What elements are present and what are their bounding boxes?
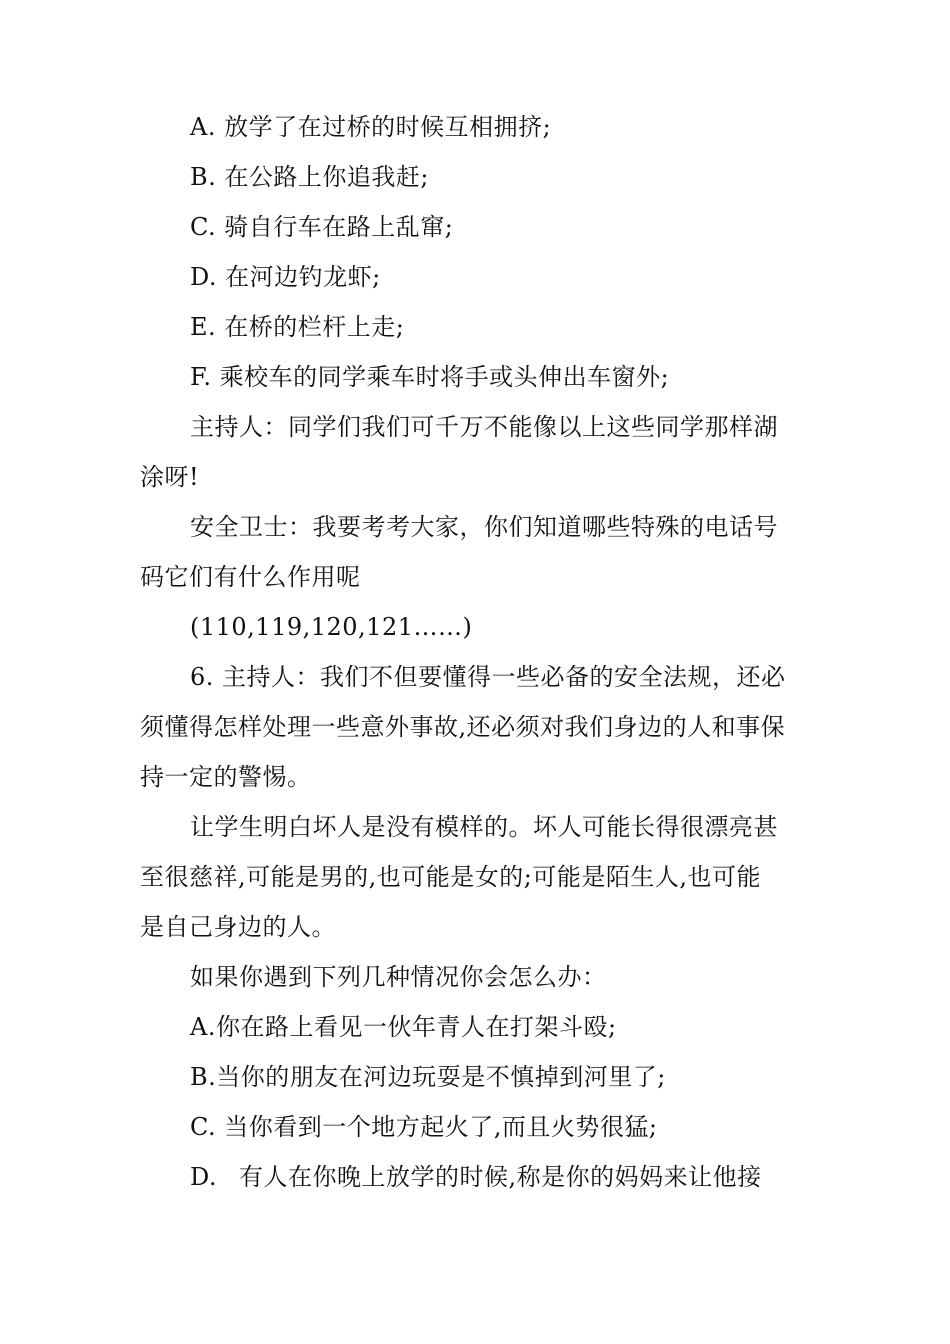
paragraph-line: (110,119,120,121……) xyxy=(190,613,473,641)
paragraph-line: 如果你遇到下列几种情况你会怎么办： xyxy=(190,963,607,991)
list-item-text: 有人在你晚上放学的时候,称是你的妈妈来让他接 xyxy=(239,1163,762,1191)
paragraph-line: 码它们有什么作用呢 xyxy=(140,563,361,591)
paragraph-line: 安全卫士：我要考考大家，你们知道哪些特殊的电话号 xyxy=(190,513,778,541)
list-item: E. 在桥的栏杆上走; xyxy=(190,313,405,341)
paragraph-line: 至很慈祥,可能是男的,也可能是女的;可能是陌生人,也可能 xyxy=(140,863,761,891)
list-marker: D. xyxy=(190,1163,218,1191)
list-item: B.当你的朋友在河边玩耍是不慎掉到河里了; xyxy=(190,1063,666,1091)
paragraph-line: 让学生明白坏人是没有模样的。坏人可能长得很漂亮甚 xyxy=(190,813,778,841)
paragraph-line: 涂呀! xyxy=(140,463,200,491)
list-item xyxy=(190,1162,880,1192)
paragraph-line: 持一定的警惕。 xyxy=(140,763,312,791)
paragraph-line: 须懂得怎样处理一些意外事故,还必须对我们身边的人和事保 xyxy=(140,713,786,741)
list-item: A. 放学了在过桥的时候互相拥挤; xyxy=(190,113,552,141)
list-item: F. 乘校车的同学乘车时将手或头伸出车窗外; xyxy=(190,363,670,391)
paragraph-line: 是自己身边的人。 xyxy=(140,913,336,941)
list-item: C. 骑自行车在路上乱窜; xyxy=(190,213,454,241)
paragraph-line: 主持人：同学们我们可千万不能像以上这些同学那样湖 xyxy=(190,413,778,441)
paragraph-line: 6. 主持人：我们不但要懂得一些必备的安全法规，还必 xyxy=(190,663,786,691)
list-item: C. 当你看到一个地方起火了,而且火势很猛; xyxy=(190,1113,658,1141)
list-item: B. 在公路上你追我赶; xyxy=(190,163,429,191)
list-item: A.你在路上看见一伙年青人在打架斗殴; xyxy=(190,1013,617,1041)
list-item: D. 在河边钓龙虾; xyxy=(190,263,381,291)
